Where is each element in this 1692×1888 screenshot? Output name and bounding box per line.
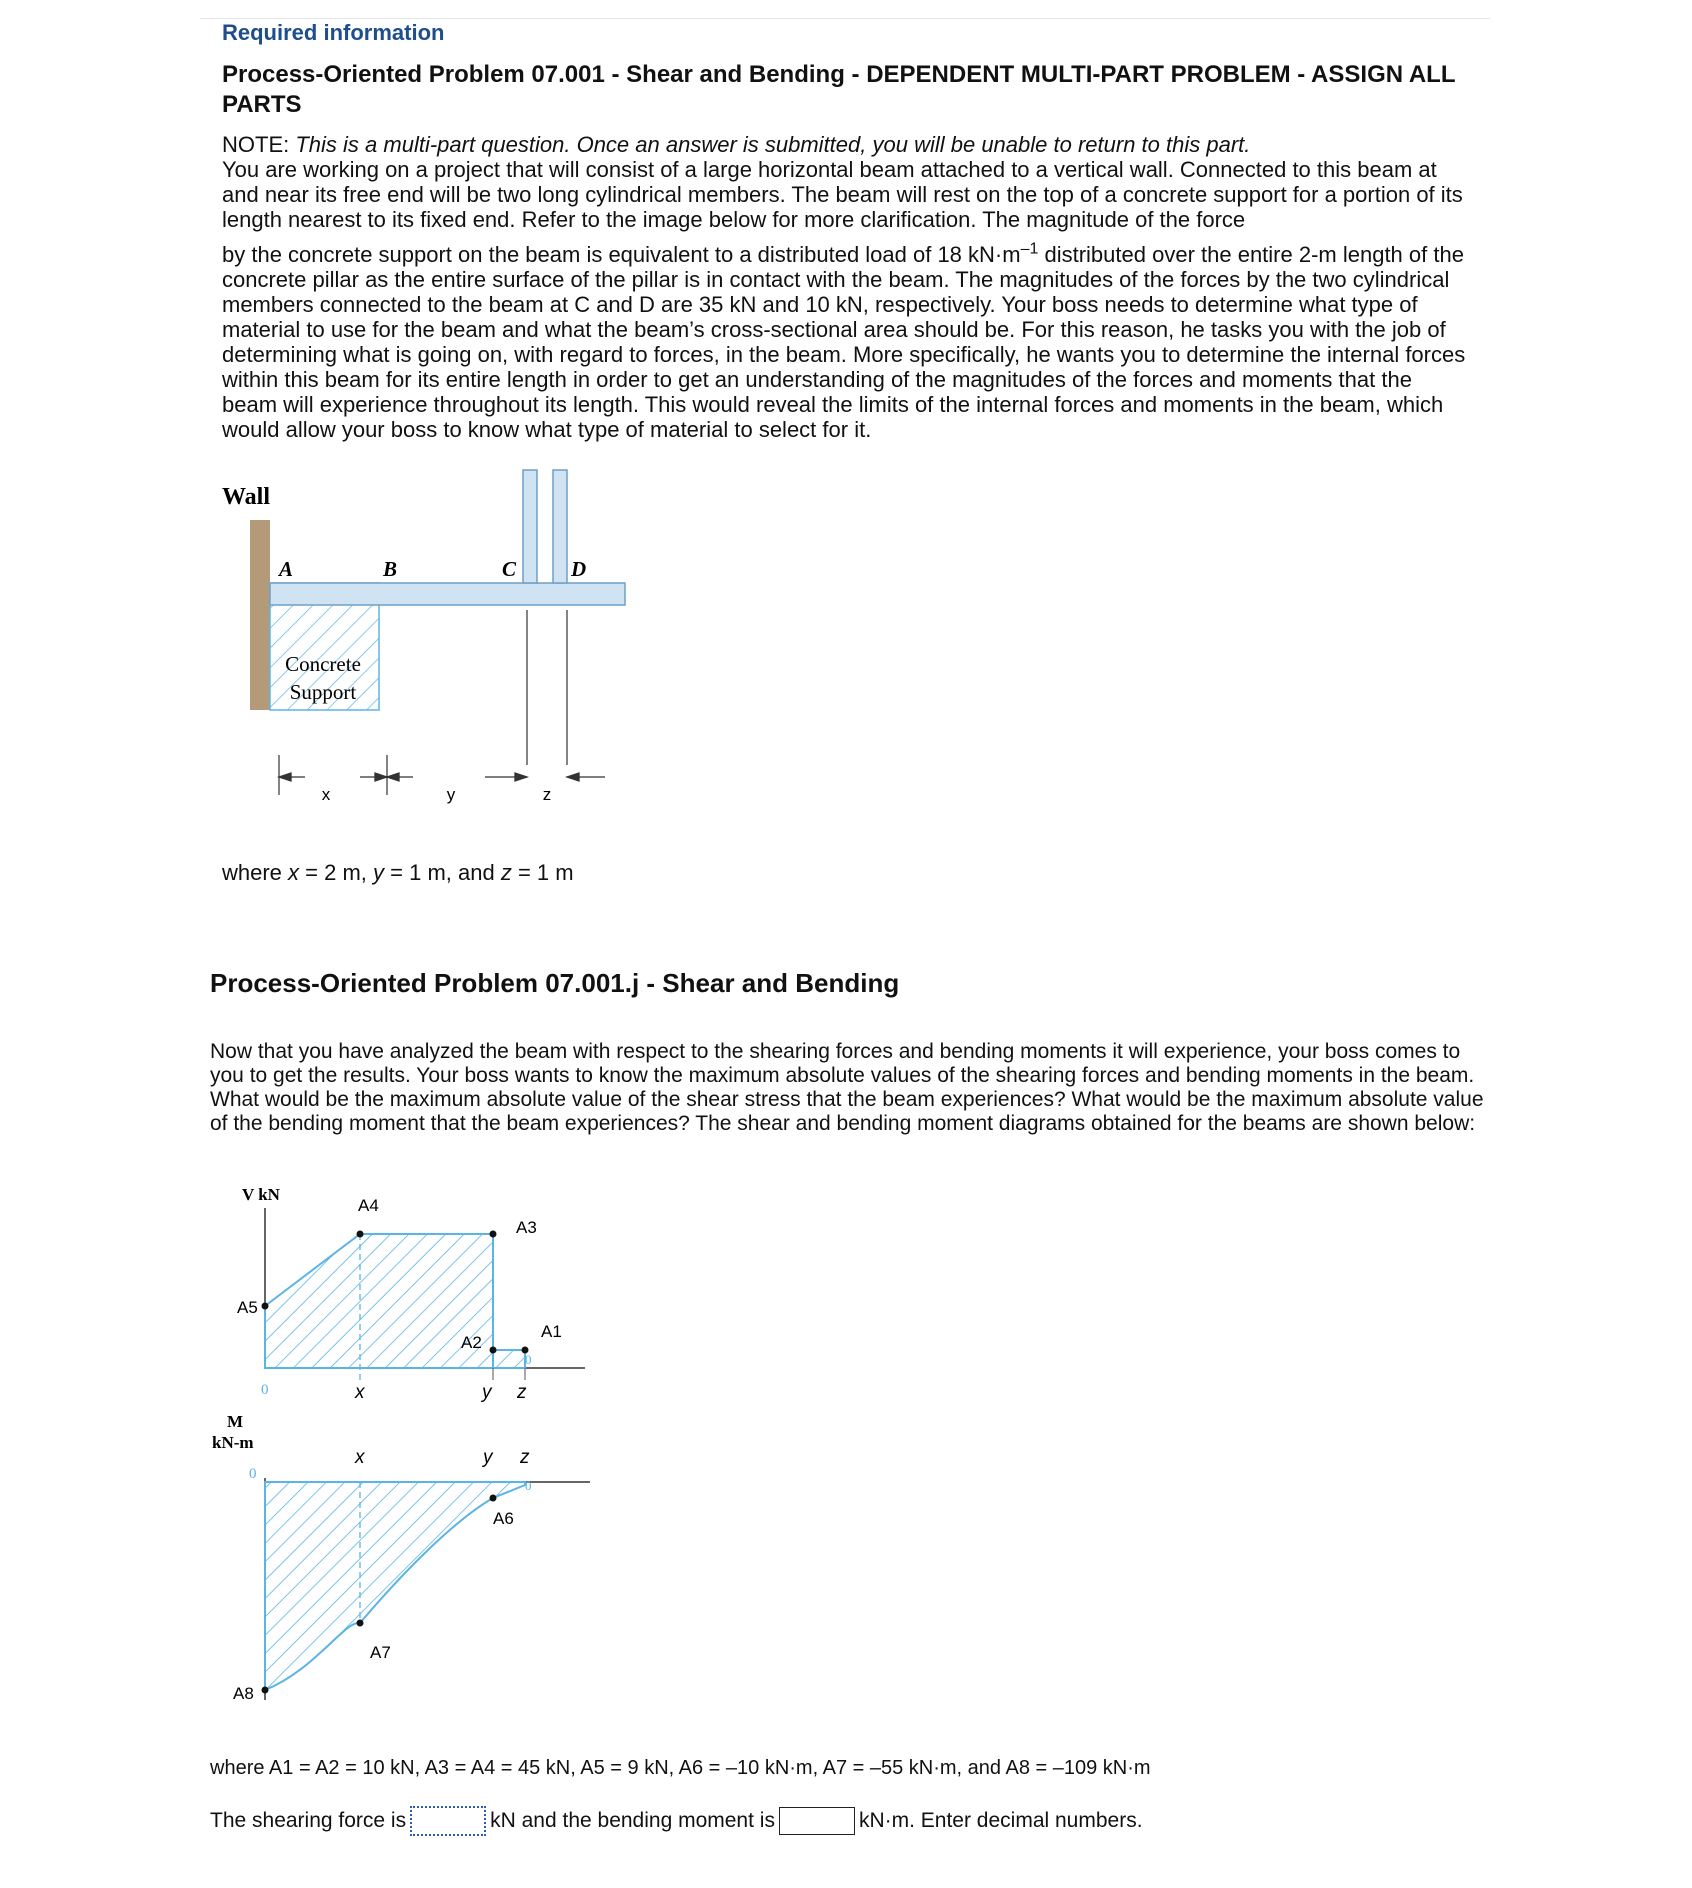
var-y: y [373,860,385,885]
area-a1: A1 [541,1322,562,1341]
moment-region [265,1482,525,1690]
area-a5: A5 [237,1298,258,1317]
wall [250,520,270,710]
part-j-text: Now that you have analyzed the beam with respect to the shearing forces and bending moments it will experience, your boss comes to you to get the results. Your boss wants to know the maximum absolute values of the shearing forces and bending moments in the beam. What would be the maximum absolute value of the shear stress that the beam experiences? What would be the maximum absolute value of the bending moment that the beam experiences? The shear and bending moment diagrams obtained for the beams are shown below: [210,1040,1484,1135]
shear-label-z: z [517,1382,527,1403]
dim-y: y [446,785,456,804]
note-text: This is a multi-part question. Once an answer is submitted, you will be unable to return to this part. [295,132,1251,157]
point-d: D [571,557,587,581]
beam-figure [215,465,635,845]
statement-para-2-start: by the concrete support on the beam is equivalent to a distributed load of 18 kN·m [222,242,1021,267]
area-values-statement: where A1 = A2 = 10 kN, A3 = A4 = 45 kN, A5 = 9 kN, A6 = –10 kN·m, A7 = –55 kN·m, and A8 = –109 kN·m [210,1757,1151,1779]
moment-zero-label: 0 [249,1466,257,1482]
concrete-label-1: Concrete [285,652,361,676]
area-a3: A3 [516,1218,537,1237]
statement-para-1: You are working on a project that will consist of a large horizontal beam attached to a vertical wall. Connected to this beam at and near its free end will be two long cylindrical members. The beam will rest on the top of a concrete support for a portion of its length nearest to its fixed end. Refer to the image below for more clarification. The magnitude of the force [222,157,1463,232]
val-x: = 2 m, [299,860,374,885]
area-a7: A7 [370,1643,391,1662]
point-c: C [502,557,517,581]
val-y: = 1 m, and [384,860,501,885]
dimension-arrows [279,773,605,781]
problem-statement [222,132,1467,442]
where-prefix: where [222,860,289,885]
shear-region-end [493,1350,525,1368]
shear-moment-diagrams [205,1180,605,1720]
moment-label-y: y [483,1447,493,1468]
required-information-heading: Required information [222,20,445,45]
point-b: B [383,557,398,581]
part-j-title: Process-Oriented Problem 07.001.j - Shear and Bending [210,968,900,998]
shear-end-zero: 0 [525,1352,532,1367]
dim-x: x [321,785,331,804]
beam [270,583,625,605]
m-axis-label-2: kN-m [212,1433,254,1452]
moment-label-z: z [520,1447,530,1468]
wall-label: Wall [222,484,271,510]
problem-title: Process-Oriented Problem 07.001 - Shear and Bending - DEPENDENT MULTI-PART PROBLEM - ASSIGN ALL PARTS [222,61,1456,118]
point-a: A [279,557,294,581]
shear-label-x: x [355,1382,365,1403]
var-z: z [500,860,512,885]
moment-label-x: x [355,1447,365,1468]
area-a2: A2 [461,1333,482,1352]
answer-suffix: kN·m. Enter decimal numbers. [858,1809,1143,1832]
val-z: = 1 m [511,860,574,885]
shear-label-y: y [482,1382,492,1403]
area-a4: A4 [358,1196,379,1215]
cylinder-c [523,470,537,583]
concrete-label-2: Support [289,680,357,704]
note-label: NOTE: [222,132,290,157]
v-axis-label: V kN [242,1185,280,1204]
cylinder-d [553,470,567,583]
dim-z: z [542,785,552,804]
answer-mid: kN and the bending moment is [490,1809,775,1832]
var-x: x [288,860,300,885]
moment-end-zero: 0 [525,1478,532,1493]
area-a8: A8 [233,1684,254,1703]
answer-row [210,1806,1143,1836]
shear-force-input[interactable] [410,1806,486,1836]
shear-region-main [265,1234,493,1368]
bending-moment-input[interactable] [779,1807,855,1835]
dimensions-statement [222,860,574,886]
m-axis-label-1: M [227,1412,244,1431]
exponent: –1 [1020,240,1039,258]
top-divider [200,18,1490,19]
answer-prefix: The shearing force is [210,1809,407,1832]
shear-zero-label: 0 [261,1382,269,1398]
statement-para-2-rest: distributed over the entire 2-m length of the concrete pillar as the entire surface of the pillar is in contact with the beam. The magnitudes of the forces by the two cylindrical members connected to the beam at C and D are 35 kN and 10 kN, respectively. Your boss needs to determine what type of material to use for the beam and what the beam’s cross-sectional area should be. For this reason, he tasks you with the job of determining what is going on, with regard to forces, in the beam. More specifically, he wants you to determine the internal forces within this beam for its entire length in order to get an understanding of the magnitudes of the forces and moments that the beam will experience throughout its length. This would reveal the limits of the internal forces and moments in the beam, which would allow your boss to know what type of material to select for it. [222,242,1466,442]
area-a6: A6 [493,1509,514,1528]
